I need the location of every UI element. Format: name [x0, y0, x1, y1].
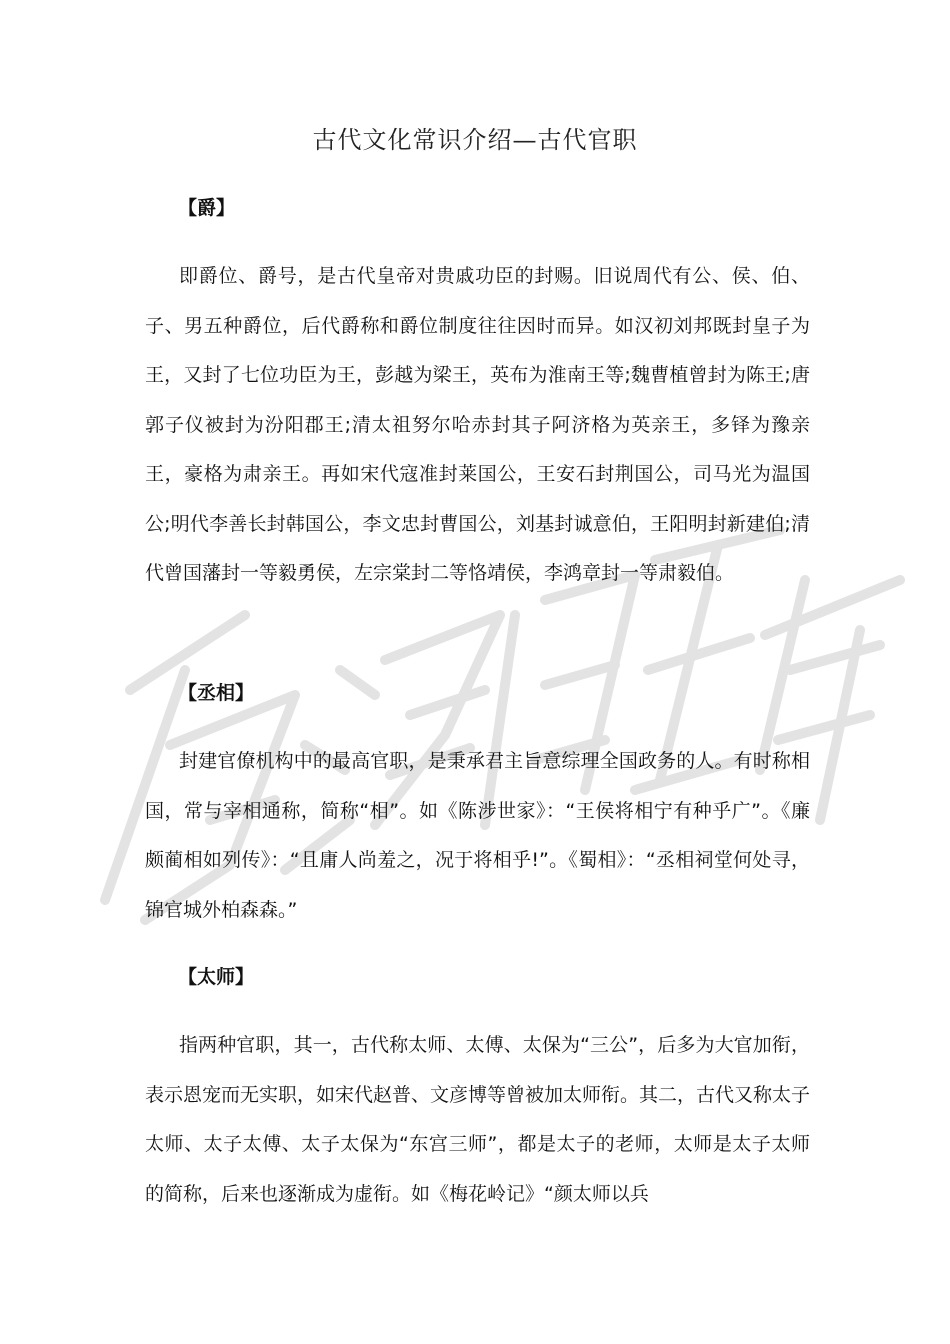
section-heading-chengxiang: 【丞相】 [178, 682, 255, 704]
section-heading-jue: 【爵】 [178, 197, 236, 219]
section-body-chengxiang: 封建官僚机构中的最高官职，是秉承君主旨意综理全国政务的人。有时称相国，常与宰相通称，简称“相”。如《陈涉世家》：“王侯将相宁有种乎广”。《廉颇蔺相如列传》：“且庸人尚羞之，况于将相乎!”。《蜀相》：“丞相祠堂何处寻，锦官城外柏森森。” [145, 750, 810, 921]
section-body-jue: 即爵位、爵号，是古代皇帝对贵戚功臣的封赐。旧说周代有公、侯、伯、子、男五种爵位，后代爵称和爵位制度往往因时而异。如汉初刘邦既封皇子为王，又封了七位功臣为王，彭越为梁王，英布为淮南王等;魏曹植曾封为陈王;唐郭子仪被封为汾阳郡王;清太祖努尔哈赤封其子阿济格为英亲王，多铎为豫亲王，豪格为肃亲王。再如宋代寇准封莱国公，王安石封荆国公，司马光为温国公;明代李善长封韩国公，李文忠封曹国公，刘基封诚意伯，王阳明封新建伯;清代曾国藩封一等毅勇侯，左宗棠封二等恪靖侯，李鸿章封一等肃毅伯。 [145, 265, 810, 584]
section-heading-taishi: 【太师】 [178, 966, 255, 988]
section-body-taishi: 指两种官职，其一，古代称太师、太傅、太保为“三公”，后多为大官加衔，表示恩宠而无实职，如宋代赵普、文彦博等曾被加太师衔。其二，古代又称太子太师、太子太傅、太子太保为“东宫三师”，都是太子的老师，太师是太子太师的简称，后来也逐渐成为虚衔。如《梅花岭记》“颜太师以兵 [145, 1034, 811, 1205]
document-title: 古代文化常识介绍—古代官职 [312, 126, 638, 154]
